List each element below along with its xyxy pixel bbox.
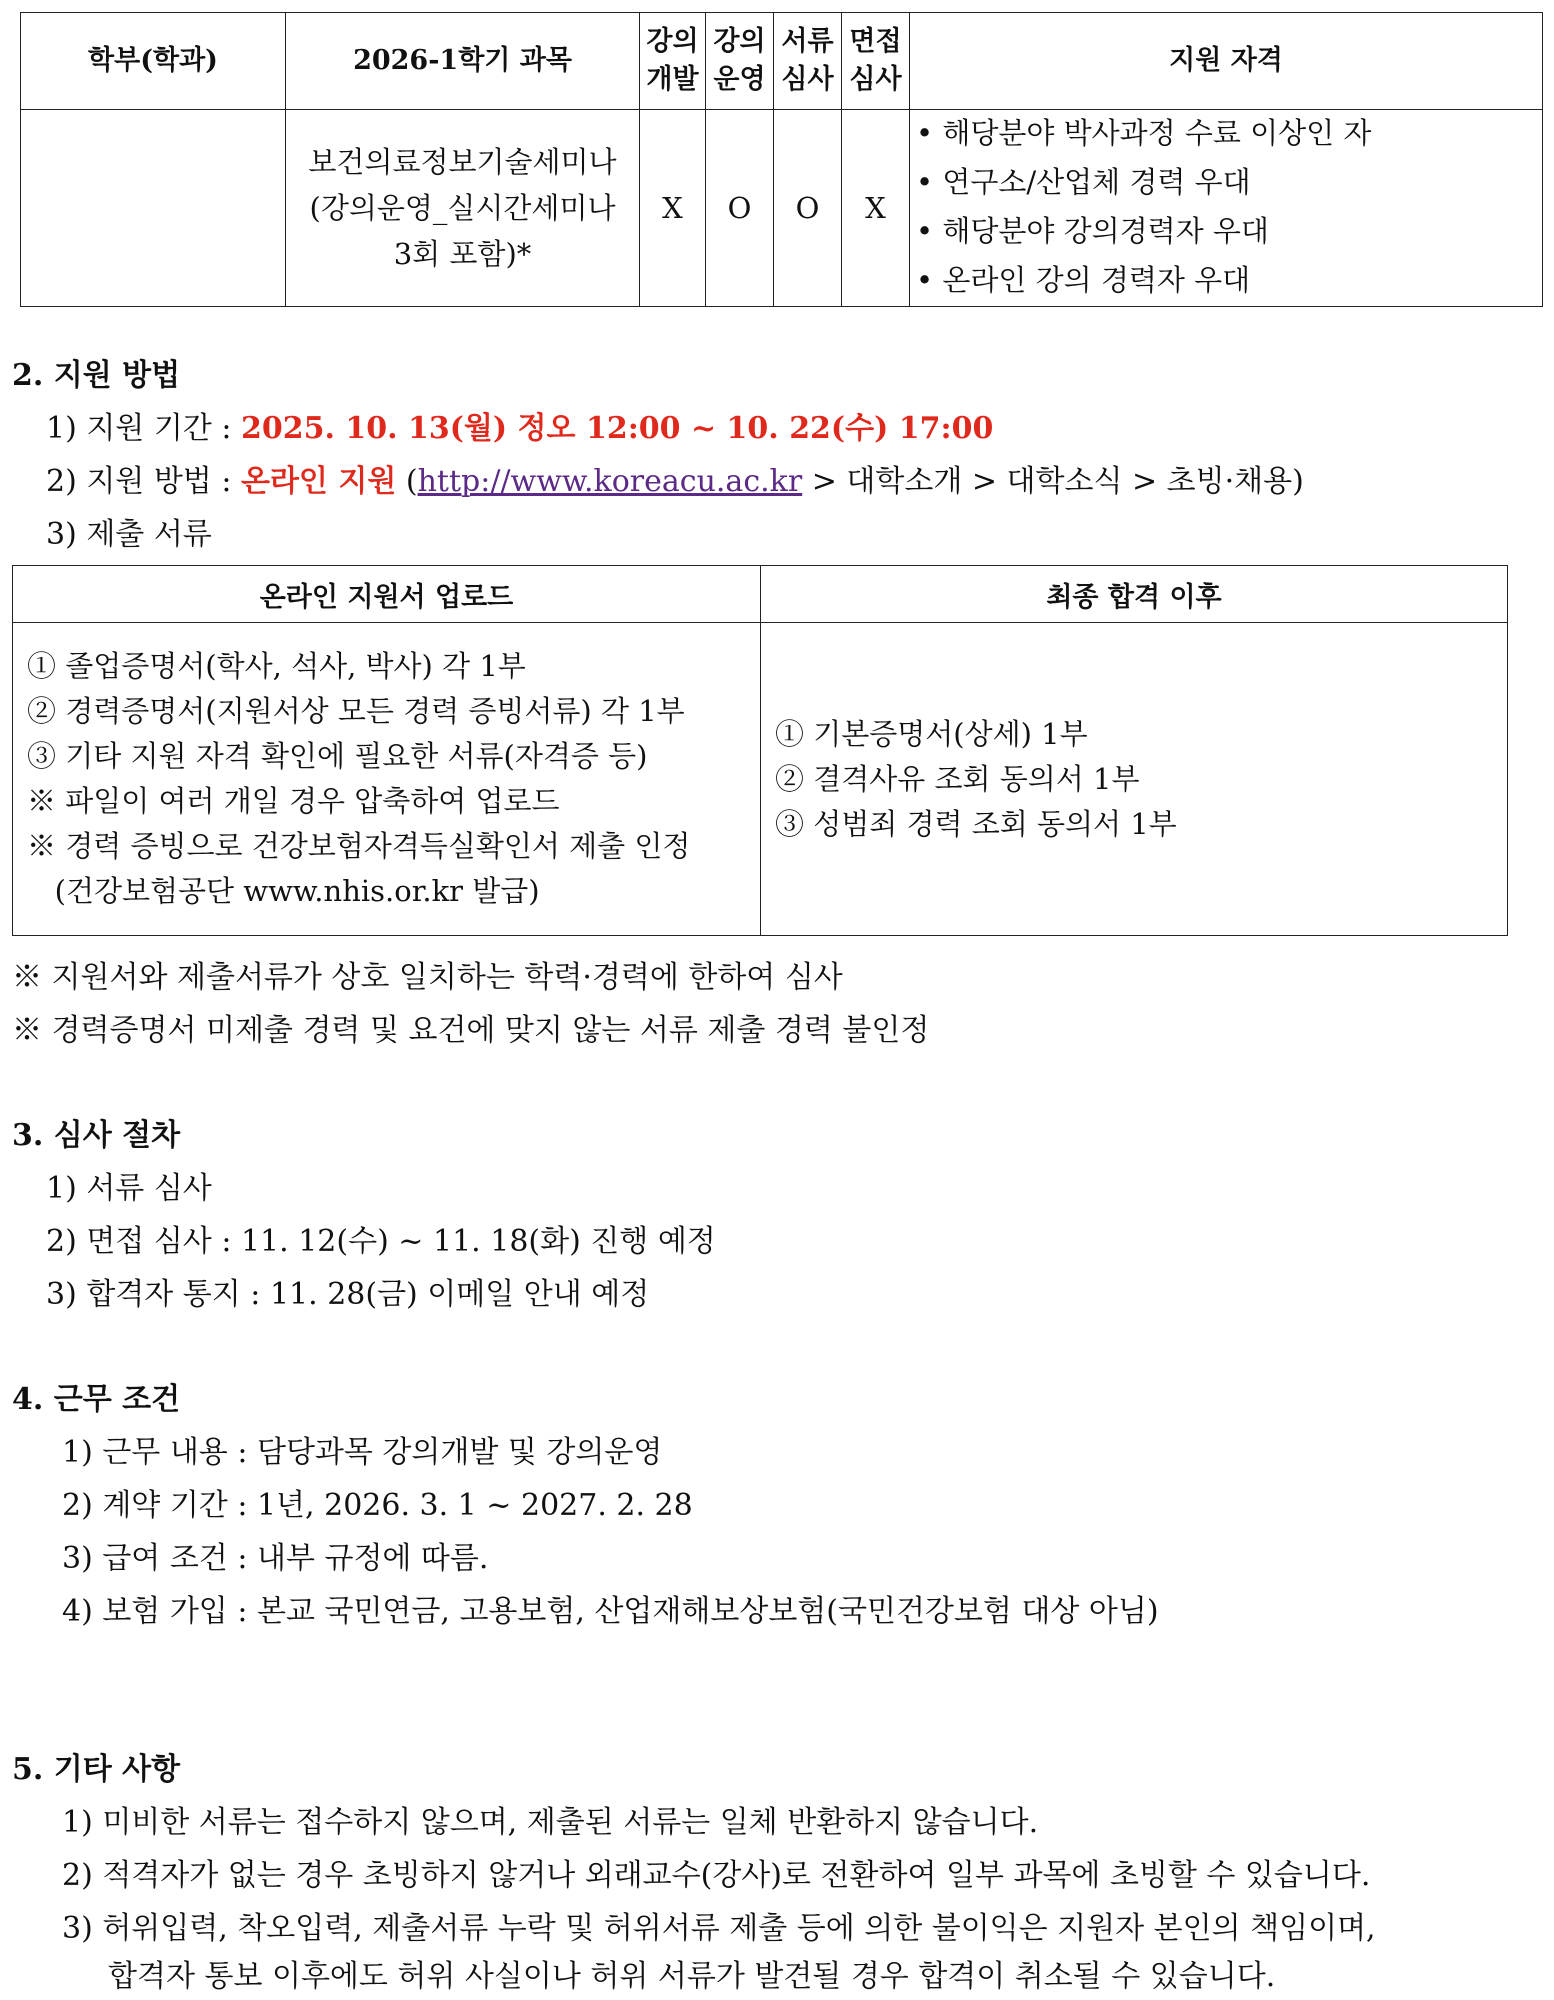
cell-interview: X [842,110,910,307]
note-1: ※ 지원서와 제출서류가 상호 일치하는 학력·경력에 한하여 심사 [12,960,843,995]
cell-final-docs [761,623,1508,936]
header-interview: 면접 심사 [842,13,910,110]
cell-lecture-run: O [706,110,774,307]
note-2: ※ 경력증명서 미제출 경력 및 요건에 맞지 않는 서류 제출 경력 불인정 [12,1013,930,1048]
list-item: ① 졸업증명서(학사, 석사, 박사) 각 1부 [27,649,526,683]
list-item: (건강보험공단 www.nhis.or.kr 발급) [27,874,540,908]
header-dept: 학부(학과) [21,13,286,110]
list-item: ※ 파일이 여러 개일 경우 압축하여 업로드 [27,784,560,818]
list-item: ③ 기타 지원 자격 확인에 필요한 서류(자격증 등) [27,739,648,773]
application-period: 1) 지원 기간 : 2025. 10. 13(월) 정오 12:00 ~ 10. 22(수) 17:00 [46,411,994,446]
misc-item: 2) 적격자가 없는 경우 초빙하지 않거나 외래교수(강사)로 전환하여 일부 과목에 초빙할 수 있습니다. [62,1858,1371,1893]
section-5-title: 5. 기타 사항 [12,1752,181,1787]
documents-table [12,565,1508,936]
course-table [20,12,1543,307]
qualification-item: • 해당분야 강의경력자 우대 [916,214,1269,248]
table-row [13,623,1508,936]
misc-item: 3) 허위입력, 착오입력, 제출서류 누락 및 허위서류 제출 등에 의한 불이익은 지원자 본인의 책임이며, [62,1911,1376,1946]
review-step: 2) 면접 심사 : 11. 12(수) ~ 11. 18(화) 진행 예정 [46,1224,716,1259]
header-after-final: 최종 합격 이후 [761,566,1508,623]
cell-upload-docs [13,623,761,936]
work-condition: 4) 보험 가입 : 본교 국민연금, 고용보험, 산업재해보상보험(국민건강보험 대상 아님) [62,1594,1159,1629]
qualification-item: • 온라인 강의 경력자 우대 [916,263,1251,297]
qualification-item: • 해당분야 박사과정 수료 이상인 자 [916,116,1372,150]
section-3-title: 3. 심사 절차 [12,1118,181,1153]
list-item: ※ 경력 증빙으로 건강보험자격득실확인서 제출 인정 [27,829,691,863]
cell-doc-review: O [774,110,842,307]
header-doc-review: 서류 심사 [774,13,842,110]
header-lecture-run: 강의 운영 [706,13,774,110]
misc-item: 1) 미비한 서류는 접수하지 않으며, 제출된 서류는 일체 반환하지 않습니다. [62,1805,1039,1840]
review-step: 3) 합격자 통지 : 11. 28(금) 이메일 안내 예정 [46,1277,650,1312]
submission-docs-label: 3) 제출 서류 [46,517,212,552]
list-item: ① 기본증명서(상세) 1부 [775,716,1088,751]
list-item: ③ 성범죄 경력 조회 동의서 1부 [775,806,1177,841]
cell-lecture-dev: X [640,110,706,307]
application-method: 2) 지원 방법 : 온라인 지원 (http://www.koreacu.ac.kr > 대학소개 > 대학소식 > 초빙·채용) [46,464,1304,499]
table-row [21,110,1543,307]
section-2-title: 2. 지원 방법 [12,358,181,393]
cell-dept [21,110,286,307]
work-condition: 1) 근무 내용 : 담당과목 강의개발 및 강의운영 [62,1435,663,1470]
header-lecture-dev: 강의 개발 [640,13,706,110]
course-table-header [21,13,1543,110]
work-condition: 3) 급여 조건 : 내부 규정에 따름. [62,1541,489,1576]
website-link[interactable]: http://www.koreacu.ac.kr [417,464,803,499]
list-item: ② 경력증명서(지원서상 모든 경력 증빙서류) 각 1부 [27,694,685,728]
list-item: ② 결격사유 조회 동의서 1부 [775,761,1140,796]
qualification-item: • 연구소/산업체 경력 우대 [916,165,1251,199]
documents-table-header [13,566,1508,623]
misc-item: 합격자 통보 이후에도 허위 사실이나 허위 서류가 발견될 경우 합격이 취소될 수 있습니다. [108,1959,1276,1994]
work-condition: 2) 계약 기간 : 1년, 2026. 3. 1 ~ 2027. 2. 28 [62,1488,693,1523]
cell-qualifications [910,110,1543,307]
cell-course: 보건의료정보기술세미나 (강의운영_실시간세미나 3회 포함)* [286,110,640,307]
section-4-title: 4. 근무 조건 [12,1382,181,1417]
review-step: 1) 서류 심사 [46,1171,212,1206]
header-qualification: 지원 자격 [910,13,1543,110]
header-online-upload: 온라인 지원서 업로드 [13,566,761,623]
header-course: 2026-1학기 과목 [286,13,640,110]
